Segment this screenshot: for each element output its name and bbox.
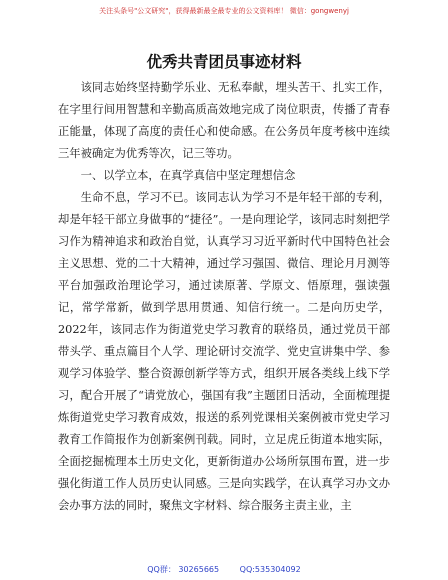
header-banner: 关注头条号"公文研究"，获得最新最全最专业的公文资料库！ 微信：gongwenyj bbox=[99, 7, 349, 15]
paragraph-body: 生命不息，学习不已。该同志认为学习不是年轻干部的专利，却是年轻干部立身做事的“捷径”。一是向理论学，该同志时刻把学习作为精神追求和政治自觉，认真学习习近平新时代中国特色社会主义思想、党的二十大精神，通过学习强国、微信、理论月月测等平台加强政治理论学习，通过读原著、学原文、悟原理，强读强记，常学常新，做到学思用贯通、知信行统一。二是向历史学，2022年，该同志作为街道党史学习教育的联络员，通过党员干部带头学、重点篇目个人学、理论研讨交流学、党史宣讲集中学、参观学习体验学、整合资源创新学等方式，组织开展各类线上线下学习，配合开展了“请党放心，强国有我”主题团日活动，全面梳理提炼街道党史学习教育成效，报送的系列党课相关案例被市党史学习教育工作简报作为创新案例刊载。同时，立足虎丘街道本地实际，全面挖掘梳理本土历史文化，更新街道办公场所氛围布置，进一步强化街道工作人员历史认同感。三是向实践学，在认真学习办文办会办事方法的同时，聚焦文字材料、综合服务主责主业，主 bbox=[58, 191, 390, 512]
footer-contact bbox=[0, 564, 448, 575]
section-heading: 一、以学立本，在真学真信中坚定理想信念 bbox=[80, 169, 296, 182]
document-title: 优秀共青团员事迹材料 bbox=[146, 53, 302, 71]
footer-qq: QQ:535304092 bbox=[239, 565, 301, 574]
paragraph-intro: 该同志始终坚持勤学乐业、无私奉献，埋头苦干、扎实工作，在字里行间用智慧和辛勤高质高效地完成了岗位职责，传播了青春正能量，体现了高度的责任心和使命感。在公务员年度考核中连续三年被确定为优秀等次，记三等功。 bbox=[58, 81, 390, 160]
footer-qq-group: QQ群： 30265665 bbox=[147, 565, 220, 574]
document-body bbox=[58, 77, 390, 517]
